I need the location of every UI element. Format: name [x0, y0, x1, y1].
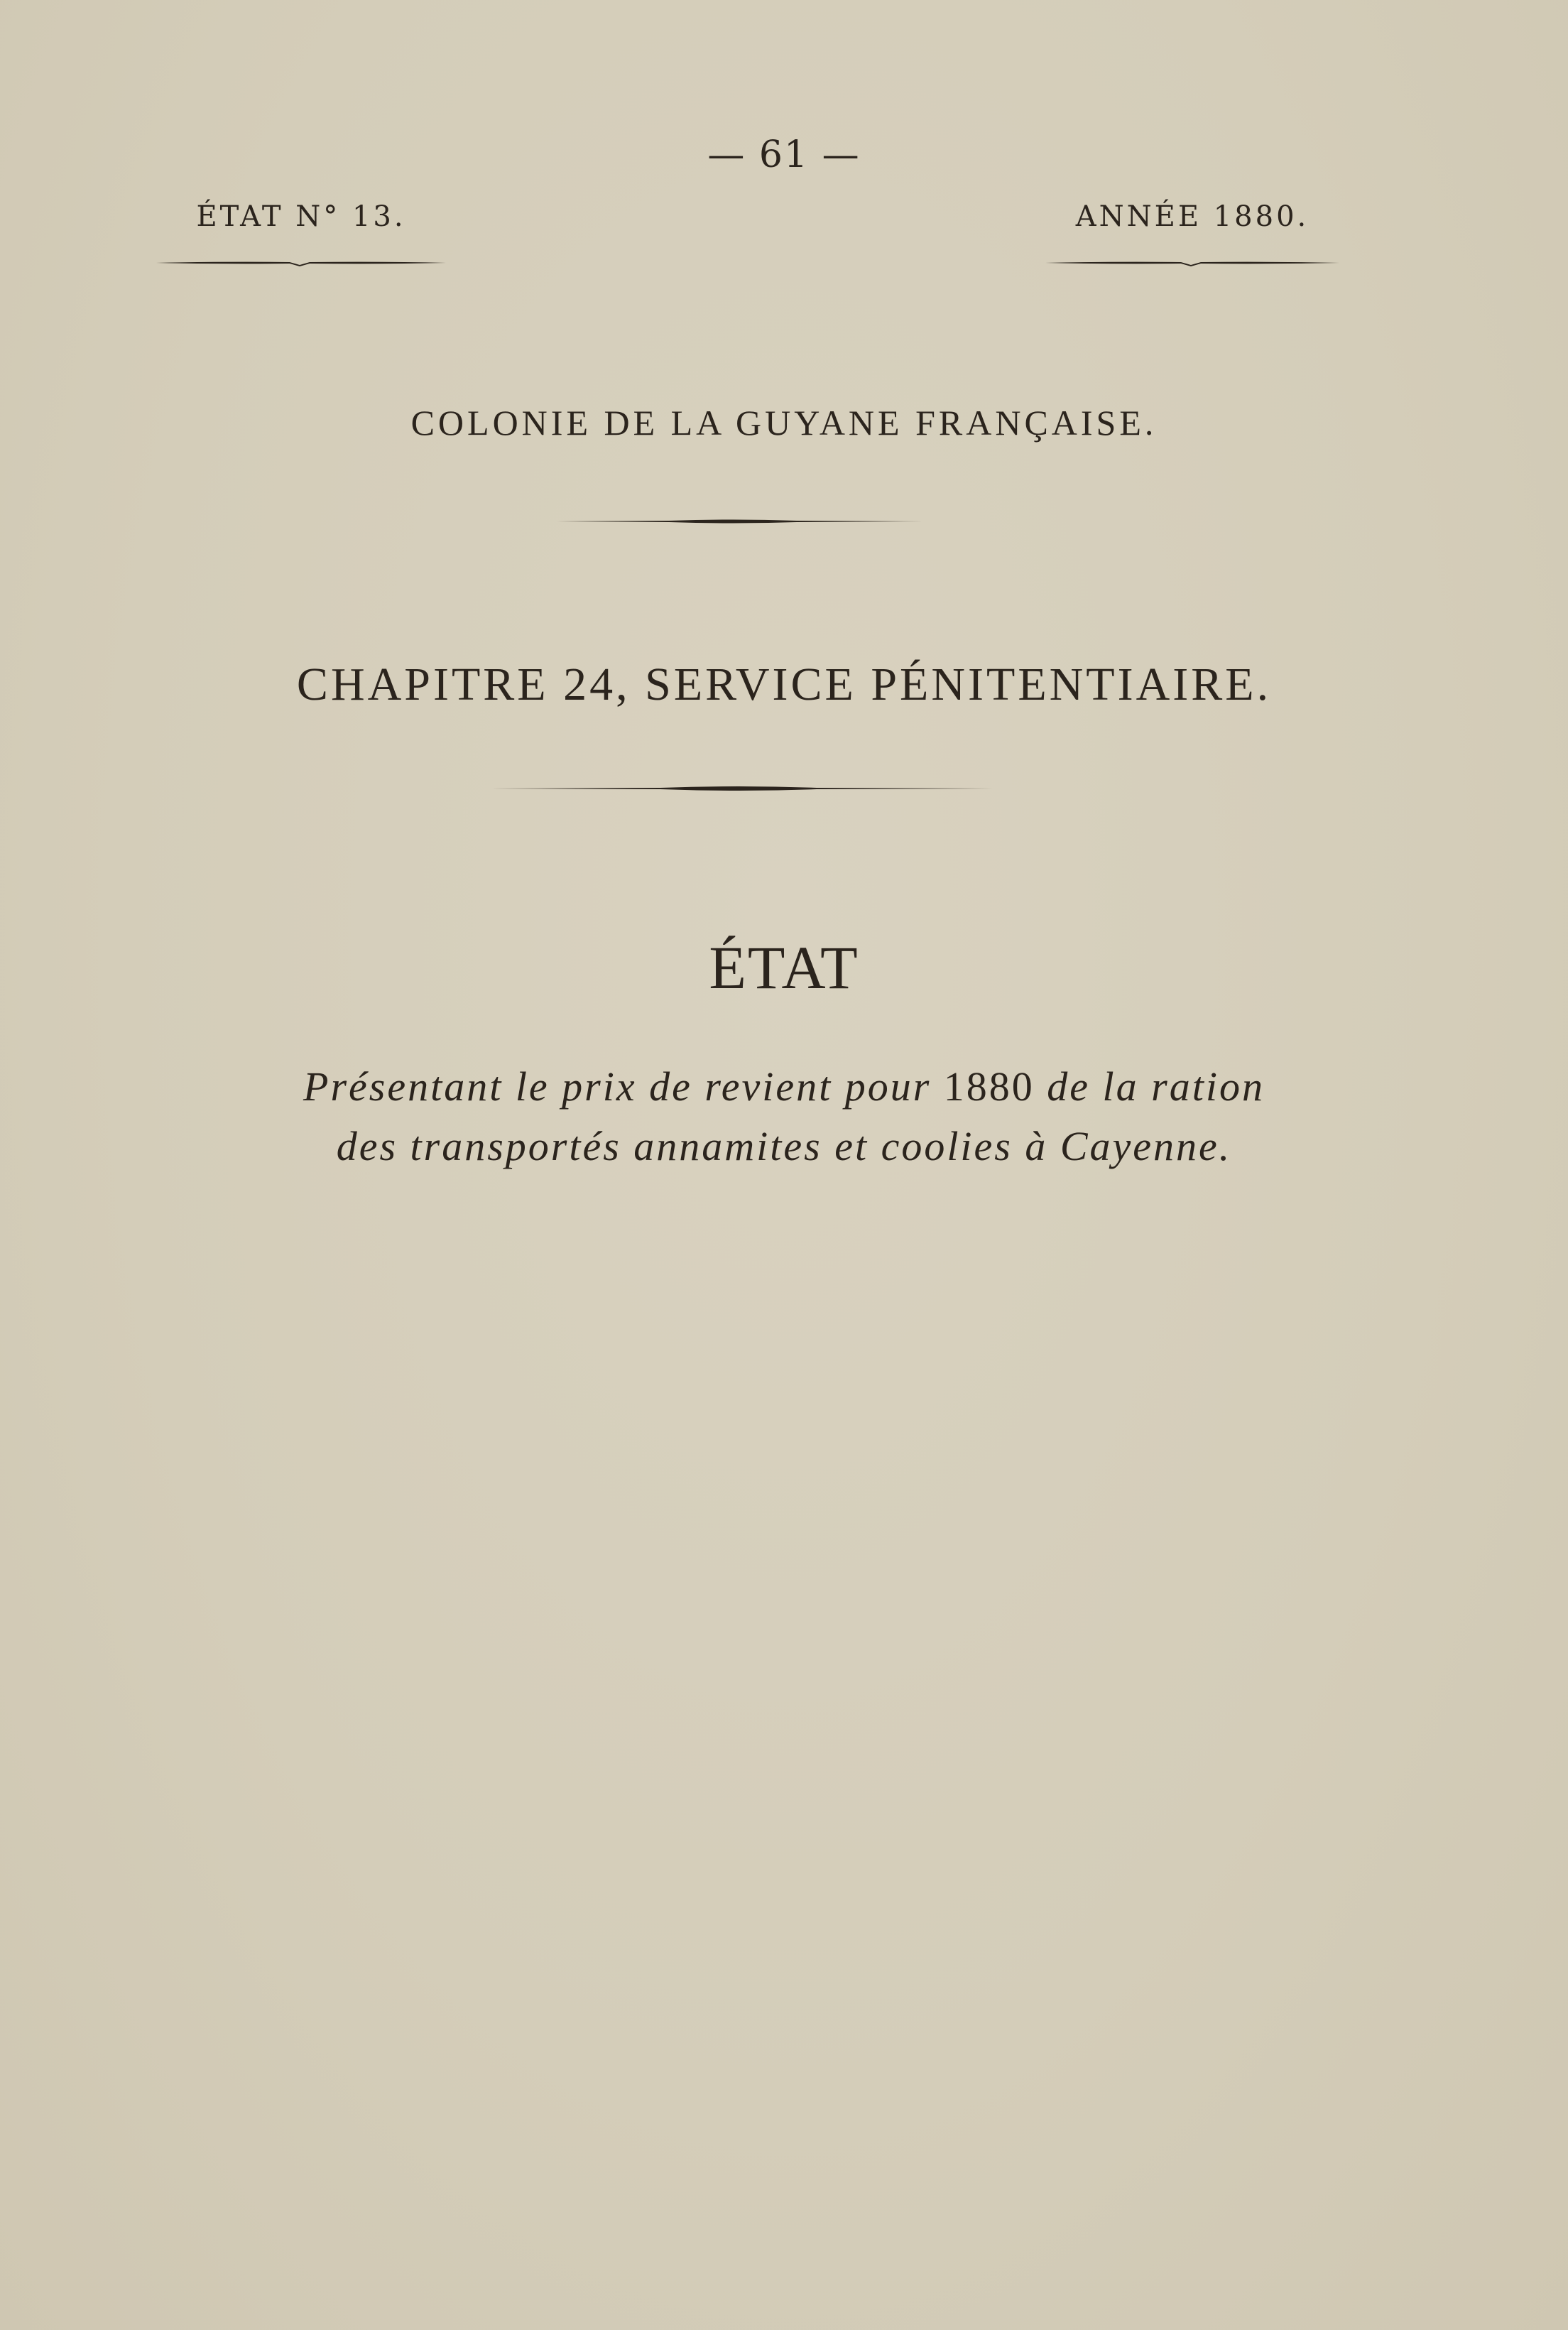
colony-heading: COLONIE DE LA GUYANE FRANÇAISE. — [410, 403, 1158, 443]
chapter-heading: CHAPITRE 24, SERVICE PÉNITENTIAIRE. — [296, 659, 1272, 710]
document-subtitle — [0, 1057, 1568, 1176]
header-left-rule — [155, 256, 447, 270]
header-right-rule — [1044, 256, 1341, 270]
subtitle-line-1-end: de la ration — [1034, 1063, 1265, 1110]
subtitle-year: 1880 — [943, 1063, 1035, 1110]
subtitle-line-1 — [0, 1057, 1568, 1117]
colony-divider-rule — [555, 514, 925, 529]
document-title: ÉTAT — [709, 933, 859, 1002]
subtitle-line-2: des transportés annamites et coolies à Cayenne. — [336, 1123, 1232, 1169]
subtitle-line-1-start: Présentant le prix de revient pour — [303, 1063, 944, 1110]
chapter-divider-rule — [490, 781, 996, 796]
page-number: — 61 — — [707, 134, 861, 176]
year-heading: ANNÉE 1880. — [1075, 200, 1310, 233]
state-number: ÉTAT N° 13. — [196, 200, 406, 233]
